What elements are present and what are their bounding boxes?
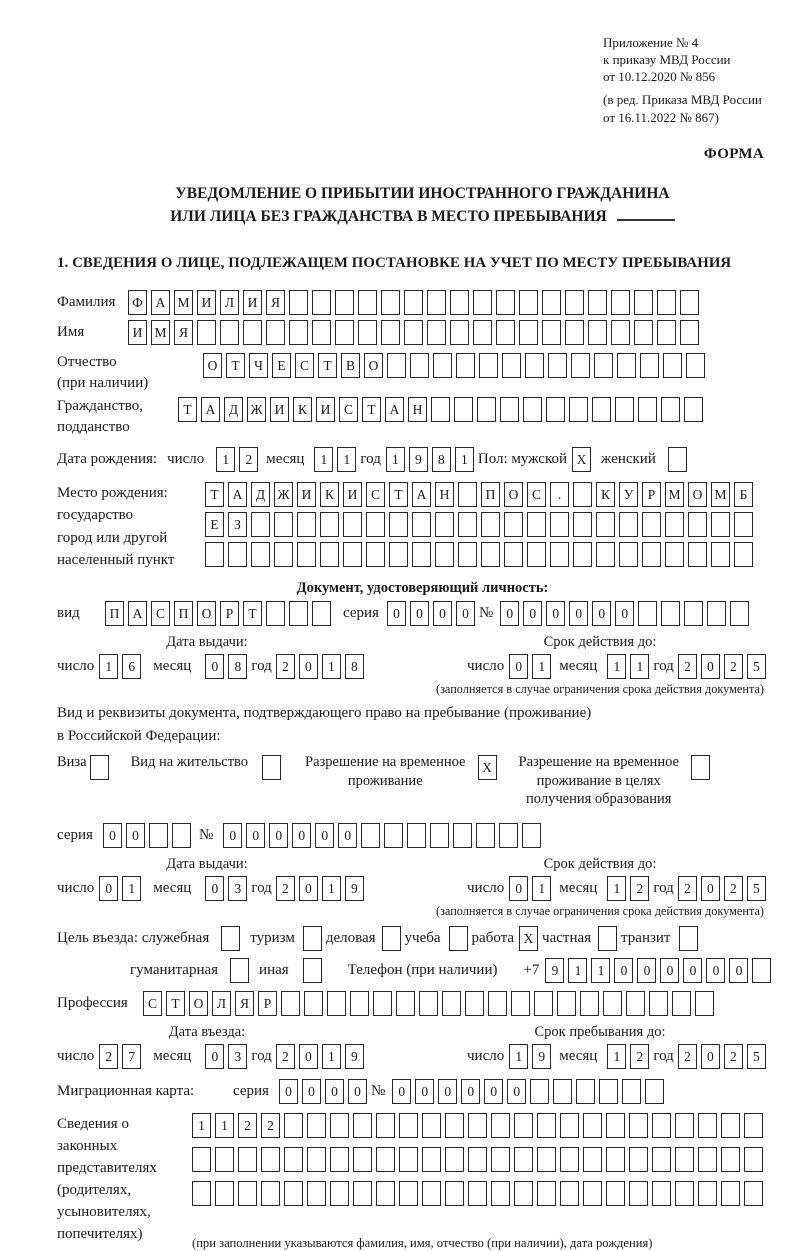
rvp-edu-option [519, 753, 714, 810]
valid-until-label: Срок действия до: [543, 633, 657, 650]
identity-issue-day-boxes[interactable]: 1 6 [99, 654, 145, 679]
purpose-tourism-label: туризм [250, 930, 295, 947]
residence-doc-line1: Вид и реквизиты документа, подтверждающего право на пребывание (проживание) [57, 704, 592, 721]
residence-issue-group [57, 856, 412, 919]
issue-date-label: Дата выдачи: [166, 856, 248, 873]
year-label: год [251, 1048, 272, 1065]
residence-permit-label: Вид на жительство [130, 753, 249, 770]
identity-vid-label: вид [57, 604, 80, 621]
day-label: число [57, 657, 95, 674]
stay-month-boxes[interactable]: 1 2 [607, 1044, 653, 1069]
month-label: месяц [153, 1048, 192, 1065]
residence-options-row [57, 753, 788, 810]
identity-vid-boxes[interactable]: П А С П О Р Т [105, 601, 335, 626]
identity-issue-month-boxes[interactable]: 0 8 [205, 654, 251, 679]
profession-row [57, 991, 788, 1016]
representatives-row2-boxes[interactable] [192, 1147, 767, 1172]
restriction-note: (заполняется в случае ограничения срока действия документа) [435, 681, 765, 696]
residence-permit-checkbox[interactable] [262, 755, 285, 780]
year-label: год [251, 880, 272, 897]
patronymic-row [57, 352, 788, 394]
rvp-option [305, 753, 500, 791]
citizenship-boxes[interactable]: Т А Д Ж И К И С Т А Н [178, 397, 707, 422]
residence-valid-year-boxes[interactable]: 2 0 2 5 [678, 876, 770, 901]
purpose-business-checkbox[interactable] [382, 926, 405, 951]
annex-header [603, 34, 788, 126]
entry-purpose-row1 [57, 926, 788, 951]
birth-month-boxes[interactable]: 1 1 [314, 447, 360, 472]
residence-issue-year-boxes[interactable]: 2 0 1 9 [276, 876, 368, 901]
surname-row [57, 290, 788, 315]
identity-issue-group [57, 634, 412, 697]
issue-date-label: Дата выдачи: [166, 633, 248, 650]
phone-label: Телефон (при наличии) [347, 962, 498, 979]
residence-valid-group [412, 856, 788, 919]
purpose-private-checkbox[interactable] [598, 926, 621, 951]
seria-label: серия [57, 827, 93, 844]
birth-place-row2-boxes[interactable]: Е З [205, 512, 757, 537]
day-label: число [467, 880, 505, 897]
identity-num-boxes[interactable]: 0 0 0 0 0 0 [500, 601, 753, 626]
birth-date-row [57, 447, 788, 472]
month-label: месяц [153, 657, 192, 674]
entry-purpose-row2 [57, 958, 788, 983]
rvp-label: Разрешение на временное проживание [305, 753, 466, 789]
representatives-label: Сведения о законных представителях (родителях, усыновителях, попечителях) [57, 1116, 157, 1243]
purpose-other-label: иная [259, 962, 289, 979]
annex-line: Приложение № 4 [603, 35, 699, 50]
title-blank-underline [617, 205, 675, 221]
representatives-boxes [192, 1113, 767, 1251]
entry-date-group [57, 1024, 412, 1069]
purpose-private-label: частная [542, 930, 592, 947]
residence-num-boxes[interactable]: 0 0 0 0 0 0 [223, 823, 545, 848]
seria-label: серия [233, 1083, 269, 1100]
day-label: число [167, 450, 205, 467]
purpose-humanitarian-checkbox[interactable] [230, 958, 253, 983]
identity-doc-heading: Документ, удостоверяющий личность: [296, 579, 549, 596]
day-label: число [467, 1048, 505, 1065]
rvp-edu-label: Разрешение на временное проживание в целях получения образования [518, 753, 679, 808]
representatives-row3-boxes[interactable] [192, 1181, 767, 1206]
stay-until-group [412, 1024, 788, 1069]
num-label: № [198, 827, 214, 844]
identity-doc-row [57, 601, 788, 626]
surname-boxes[interactable]: Ф А М И Л И Я [128, 290, 703, 315]
birth-date-label: Дата рождения: [57, 450, 158, 467]
birth-day-boxes[interactable]: 1 2 [216, 447, 262, 472]
patronymic-boxes[interactable]: О Т Ч Е С Т В О [203, 353, 709, 378]
entry-purpose-label: Цель въезда: служебная [57, 930, 210, 947]
year-label: год [653, 880, 674, 897]
phone-boxes[interactable]: 9 1 1 0 0 0 0 0 0 [545, 958, 775, 983]
birth-year-boxes[interactable]: 1 9 8 1 [386, 447, 478, 472]
migration-seria-boxes[interactable]: 0 0 0 0 [279, 1079, 371, 1104]
purpose-transit-checkbox[interactable] [679, 926, 702, 951]
purpose-other-checkbox[interactable] [303, 958, 326, 983]
month-label: месяц [559, 1048, 598, 1065]
visa-checkbox[interactable] [90, 755, 113, 780]
annex-line: (в ред. Приказа МВД России [603, 92, 762, 108]
patronymic-label: Отчество (при наличии) [57, 353, 149, 391]
identity-dates-row [57, 634, 788, 697]
firstname-label: Имя [57, 323, 85, 340]
migration-num-boxes[interactable]: 0 0 0 0 0 0 [392, 1079, 668, 1104]
purpose-study-checkbox[interactable] [449, 926, 472, 951]
identity-valid-day-boxes[interactable]: 0 1 [509, 654, 555, 679]
sex-male-checkbox[interactable]: X [572, 447, 595, 472]
profession-label: Профессия [57, 995, 128, 1012]
purpose-humanitarian-label: гуманитарная [130, 962, 219, 979]
rvp-checkbox[interactable]: X [478, 755, 501, 780]
residence-doc-line2: в Российской Федерации: [57, 727, 221, 744]
entry-day-boxes[interactable]: 2 7 [99, 1044, 145, 1069]
seria-label: серия [343, 604, 379, 621]
entry-dates-row [57, 1024, 788, 1069]
identity-valid-year-boxes[interactable]: 2 0 2 5 [678, 654, 770, 679]
month-label: месяц [559, 880, 598, 897]
annex-line: от 10.12.2020 № 856 [603, 69, 716, 85]
day-label: число [57, 1048, 95, 1065]
residence-issue-day-boxes[interactable]: 0 1 [99, 876, 145, 901]
annex-line: к приказу МВД России [603, 52, 731, 68]
entry-month-boxes[interactable]: 0 3 [205, 1044, 251, 1069]
form-title-line1: УВЕДОМЛЕНИЕ О ПРИБЫТИИ ИНОСТРАННОГО ГРАЖДАНИНА [175, 184, 670, 202]
stay-day-boxes[interactable]: 1 9 [509, 1044, 555, 1069]
residence-valid-month-boxes[interactable]: 1 2 [607, 876, 653, 901]
representatives-note: (при заполнении указываются фамилия, имя, отчество (при наличии), дата рождения) [192, 1236, 653, 1251]
year-label: год [653, 1048, 674, 1065]
rvp-edu-checkbox[interactable] [691, 755, 714, 780]
purpose-business-label: деловая [325, 930, 376, 947]
residence-permit-option [131, 753, 285, 780]
sex-female-checkbox[interactable] [668, 447, 691, 472]
day-label: число [57, 880, 95, 897]
forma-label: ФОРМА [703, 145, 764, 162]
birth-place-row [57, 482, 788, 572]
identity-seria-boxes[interactable]: 0 0 0 0 [387, 601, 479, 626]
profession-boxes[interactable]: С Т О Л Я Р [143, 991, 718, 1016]
sex-male-label: Пол: мужской [477, 450, 568, 467]
identity-issue-year-boxes[interactable]: 2 0 1 8 [276, 654, 368, 679]
purpose-transit-label: транзит [621, 930, 671, 947]
phone-prefix: +7 [523, 962, 540, 979]
month-label: месяц [153, 880, 192, 897]
residence-issue-month-boxes[interactable]: 0 3 [205, 876, 251, 901]
annex-line: от 16.11.2022 № 867) [603, 109, 720, 125]
purpose-study-label: учеба [404, 930, 441, 947]
stay-year-boxes[interactable]: 2 0 2 5 [678, 1044, 770, 1069]
residence-serial-row [57, 823, 788, 848]
citizenship-row [57, 396, 788, 438]
identity-valid-group [412, 634, 788, 697]
firstname-row [57, 320, 788, 345]
year-label: год [653, 657, 674, 674]
birth-place-label: Место рождения: государство город или другой населенный пункт [57, 484, 175, 569]
entry-date-label: Дата въезда: [168, 1024, 246, 1041]
birth-place-row1-boxes[interactable]: Т А Д Ж И К И С Т А Н П О С . К У Р М О М Б [205, 482, 757, 507]
day-label: число [467, 657, 505, 674]
purpose-work-checkbox[interactable]: X [519, 926, 542, 951]
month-label: месяц [266, 450, 305, 467]
migration-card-row [57, 1079, 788, 1104]
restriction-note: (заполняется в случае ограничения срока действия документа) [435, 904, 765, 919]
firstname-boxes[interactable]: И М Я [128, 320, 703, 345]
purpose-work-label: работа [471, 930, 515, 947]
form-title-line2: ИЛИ ЛИЦА БЕЗ ГРАЖДАНСТВА В МЕСТО ПРЕБЫВАНИЯ [57, 205, 788, 228]
purpose-tourism-checkbox[interactable] [303, 926, 326, 951]
purpose-official-checkbox[interactable] [221, 926, 244, 951]
birth-place-boxes [205, 482, 757, 572]
representatives-row [57, 1113, 788, 1251]
identity-valid-month-boxes[interactable]: 1 1 [607, 654, 653, 679]
entry-year-boxes[interactable]: 2 0 1 9 [276, 1044, 368, 1069]
year-label: год [360, 450, 381, 467]
migration-card-label: Миграционная карта: [57, 1083, 195, 1100]
month-label: месяц [559, 657, 598, 674]
num-label: № [370, 1083, 386, 1100]
section1-heading: 1. СВЕДЕНИЯ О ЛИЦЕ, ПОДЛЕЖАЩЕМ ПОСТАНОВКЕ НА УЧЕТ ПО МЕСТУ ПРЕБЫВАНИЯ [57, 254, 732, 271]
birth-place-row3-boxes[interactable] [205, 542, 757, 567]
surname-label: Фамилия [57, 293, 116, 310]
residence-valid-day-boxes[interactable]: 0 1 [509, 876, 555, 901]
visa-option [57, 753, 113, 780]
valid-until-label: Срок действия до: [543, 856, 657, 873]
residence-dates-row [57, 856, 788, 919]
representatives-row1-boxes[interactable]: 1 1 2 2 [192, 1113, 767, 1138]
form-title [57, 183, 788, 229]
num-label: № [478, 604, 494, 621]
residence-seria-boxes[interactable]: 0 0 [103, 823, 195, 848]
citizenship-label: Гражданство, подданство [57, 397, 144, 435]
stay-until-label: Срок пребывания до: [534, 1024, 666, 1041]
year-label: год [251, 657, 272, 674]
sex-female-label: женский [601, 450, 656, 467]
visa-label: Виза [57, 753, 87, 770]
